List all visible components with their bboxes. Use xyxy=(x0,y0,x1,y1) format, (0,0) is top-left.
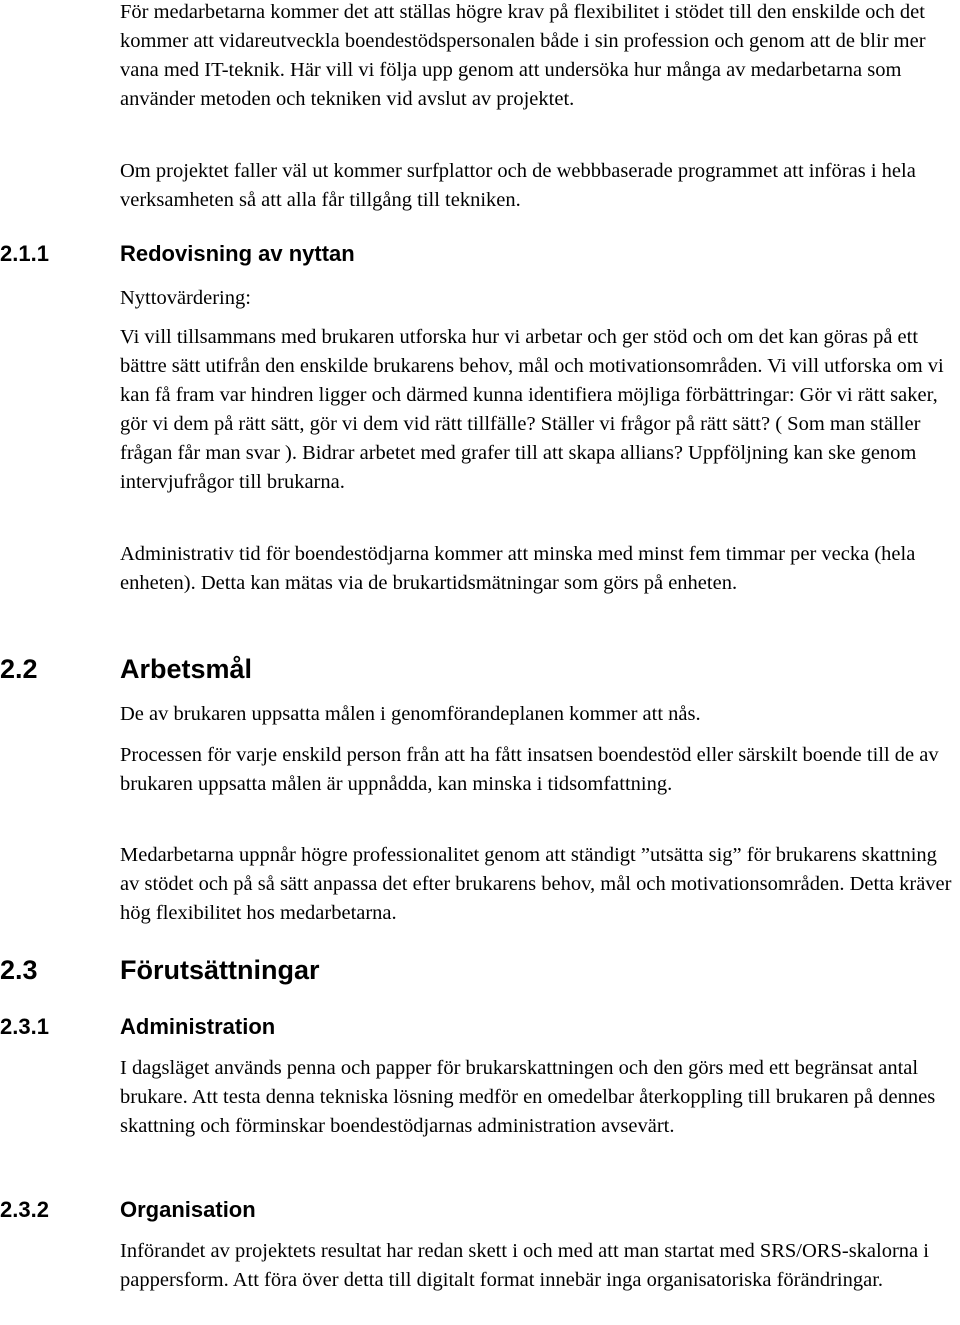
section-heading-2-3-1 xyxy=(0,1014,960,1040)
section-title: Administration xyxy=(120,1014,276,1039)
section-heading-2-3 xyxy=(0,954,960,986)
arbetsmal-paragraph-2: Processen för varje enskild person från att ha fått insatsen boendestöd eller särskilt boende till de av brukaren uppsatta målen är uppnådda, kan minska i tidsomfattning. xyxy=(120,744,939,795)
section-number: 2.3.2 xyxy=(0,1197,49,1222)
nyttovardering-subheading: Nyttovärdering: xyxy=(120,287,251,309)
administration-paragraph: I dagsläget används penna och papper för brukarskattningen och den görs med ett begränsat antal brukare. Att testa denna tekniska lösning medför en omedelbar återkoppling till brukaren på dennes skattning och förminskar boendestödjarnas administration avsevärt. xyxy=(120,1057,936,1137)
intro-paragraph: För medarbetarna kommer det att ställas högre krav på flexibilitet i stödet till den enskilde och det kommer att vidareutveckla boendestödspersonalen både i sin profession och genom att de blir mer vana med IT-teknik. Här vill vi följa upp genom att undersöka hur många av medarbetarna som använder metoden och tekniken vid avslut av projektet. xyxy=(120,1,926,110)
section-title: Redovisning av nyttan xyxy=(120,241,355,266)
section-number: 2.1.1 xyxy=(0,241,49,266)
section-title: Arbetsmål xyxy=(120,654,253,684)
section-title: Organisation xyxy=(120,1197,256,1222)
section-heading-2-3-2 xyxy=(0,1197,960,1223)
organisation-paragraph: Införandet av projektets resultat har redan skett i och med att man startat med SRS/ORS-skalorna i pappersform. Att föra över detta till digitalt format innebär inga organisatoriska förändringar. xyxy=(120,1240,929,1291)
section-title: Förutsättningar xyxy=(120,955,320,985)
intro-paragraph-2: Om projektet faller väl ut kommer surfplattor och de webbbaserade programmet att införas i hela verksamheten så att alla får tillgång till tekniken. xyxy=(120,160,916,211)
arbetsmal-paragraph-3: Medarbetarna uppnår högre professionalitet genom att ständigt ”utsätta sig” för brukarens skattning av stödet och på så sätt anpassa det efter brukarens behov, mål och motivationsområden. Detta kräver hög flexibilitet hos medarbetarna. xyxy=(120,844,952,924)
section-number: 2.2 xyxy=(0,654,38,684)
section-heading-2-1-1 xyxy=(0,241,960,267)
section-heading-2-2 xyxy=(0,653,960,685)
arbetsmal-paragraph-1: De av brukaren uppsatta målen i genomförandeplanen kommer att nås. xyxy=(120,703,701,725)
nyttan-paragraph-2: Administrativ tid för boendestödjarna kommer att minska med minst fem timmar per vecka (hela enheten). Detta kan mätas via de brukartidsmätningar som görs på enheten. xyxy=(120,543,916,594)
section-number: 2.3.1 xyxy=(0,1014,49,1039)
section-number: 2.3 xyxy=(0,955,38,985)
nyttan-paragraph-1: Vi vill tillsammans med brukaren utforska hur vi arbetar och ger stöd och om det kan göras på ett bättre sätt utifrån den enskilde brukarens behov, mål och motivationsområden. Vi vill utforska om vi kan få fram var hindren ligger och därmed kunna identifiera möjliga förbättringar: Gör vi rätt saker, gör vi dem på rätt sätt, gör vi dem vid rätt tillfälle? Ställer vi frågor på rätt sätt? ( Som man ställer frågan får man svar ). Bidrar arbetet med grafer till att skapa allians? Uppföljning kan ske genom intervjufrågor till brukarna. xyxy=(120,326,944,493)
